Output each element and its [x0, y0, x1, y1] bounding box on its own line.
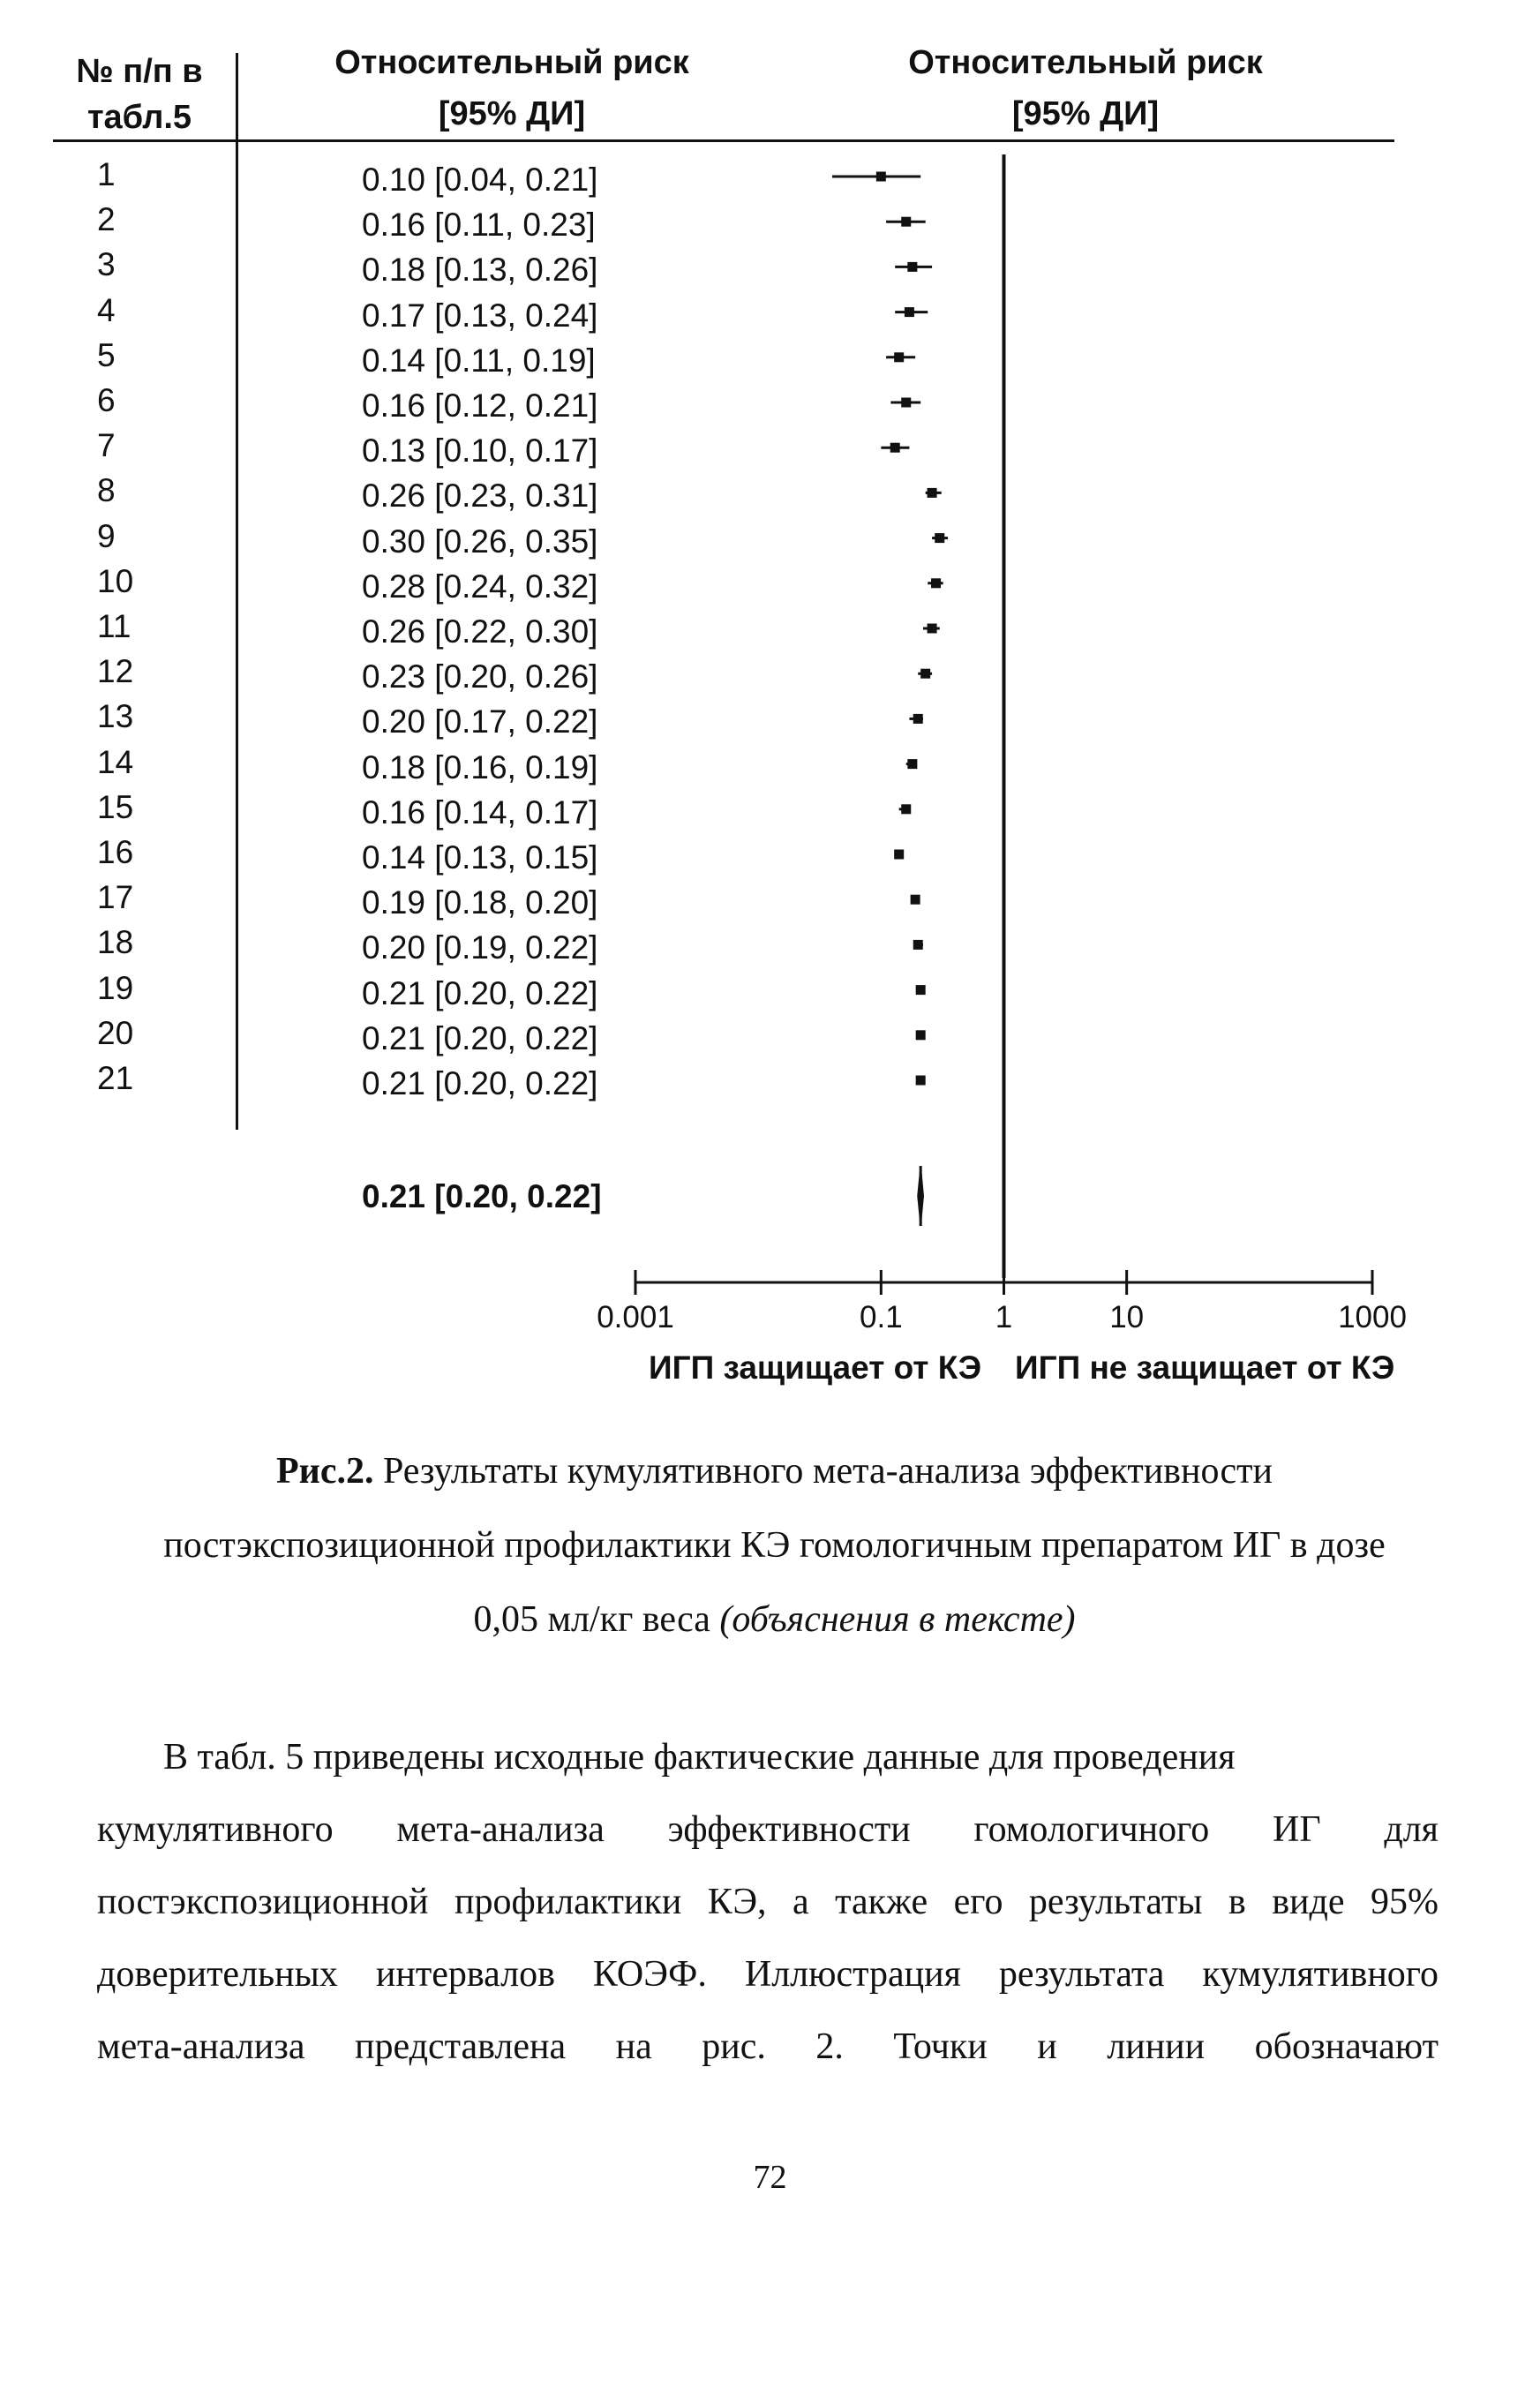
point-estimate	[890, 443, 900, 453]
row-estimate-text: 0.16 [0.11, 0.23]	[362, 207, 596, 244]
point-estimate	[907, 262, 917, 272]
row-estimate-text: 0.16 [0.14, 0.17]	[362, 793, 598, 831]
row-number: 13	[97, 698, 134, 735]
point-estimate	[876, 172, 886, 182]
point-estimate	[920, 669, 930, 679]
body-line: доверительных интервалов КОЭФ. Иллюстрация результата кумулятивного	[97, 1954, 1439, 1995]
row-estimate-text: 0.21 [0.20, 0.22]	[362, 1065, 598, 1101]
row-number: 2	[97, 201, 116, 238]
x-tick-label: 1000	[1338, 1300, 1407, 1334]
point-estimate	[935, 533, 944, 543]
point-estimate	[901, 398, 911, 408]
row-number: 17	[97, 879, 134, 916]
row-number: 19	[97, 969, 134, 1006]
row-number: 20	[97, 1014, 134, 1051]
point-estimate	[913, 940, 923, 950]
caption-line3: 0,05 мл/кг веса	[473, 1599, 720, 1640]
caption-note: (объяснения в тексте)	[719, 1599, 1076, 1640]
point-estimate	[911, 895, 920, 905]
row-estimate-text: 0.30 [0.26, 0.35]	[362, 522, 598, 560]
x-tick-label: 10	[1109, 1300, 1145, 1334]
row-estimate-text: 0.14 [0.13, 0.15]	[362, 839, 598, 876]
row-number: 11	[97, 608, 131, 644]
row-number: 4	[97, 291, 116, 328]
body-line: кумулятивного мета-анализа эффективности гомологичного ИГ для	[97, 1809, 1439, 1850]
header-text: Относительный риск	[334, 44, 689, 81]
row-number: 6	[97, 382, 116, 418]
row-number: 12	[97, 653, 134, 690]
body-line: постэкспозиционной профилактики КЭ, а также его результаты в виде 95%	[97, 1882, 1439, 1922]
point-estimate	[928, 488, 937, 498]
caption-line2: постэкспозиционной профилактики КЭ гомологичным препаратом ИГ в дозе	[163, 1525, 1386, 1566]
figure-caption	[79, 1434, 1469, 1657]
header-text: [95% ДИ]	[1011, 95, 1160, 132]
row-estimate-text: 0.28 [0.24, 0.32]	[362, 568, 598, 605]
row-number: 10	[97, 562, 134, 599]
caption-label: Рис.2.	[275, 1451, 374, 1492]
point-estimate	[916, 1076, 926, 1086]
row-estimate-text: 0.20 [0.17, 0.22]	[362, 703, 598, 740]
row-estimate-text: 0.20 [0.19, 0.22]	[362, 929, 598, 966]
axis-label-not-protects: ИГП не защищает от КЭ	[1015, 1349, 1395, 1386]
row-number: 16	[97, 834, 134, 870]
header-text: Относительный риск	[908, 44, 1263, 81]
row-estimate-text: 0.23 [0.20, 0.26]	[362, 658, 598, 695]
row-number: 14	[97, 743, 134, 780]
row-number: 5	[97, 336, 116, 373]
x-tick-label: 1	[995, 1300, 1013, 1334]
point-estimate	[894, 352, 904, 362]
row-estimate-text: 0.14 [0.11, 0.19]	[362, 342, 596, 379]
row-estimate-text: 0.17 [0.13, 0.24]	[362, 297, 598, 334]
point-estimate	[928, 624, 937, 634]
point-estimate	[901, 217, 911, 227]
row-estimate-text: 0.13 [0.10, 0.17]	[362, 432, 598, 470]
row-estimate-text: 0.21 [0.20, 0.22]	[362, 1019, 598, 1056]
body-line: мета-анализа представлена на рис. 2. Точки и линии обозначают	[97, 2026, 1439, 2067]
point-estimate	[894, 850, 904, 860]
header-text: № п/п в	[76, 53, 203, 90]
row-number: 3	[97, 246, 116, 283]
point-estimate	[916, 985, 926, 995]
x-tick-label: 0.1	[860, 1300, 903, 1334]
point-estimate	[905, 307, 914, 317]
row-number: 9	[97, 517, 116, 554]
header-text: [95% ДИ]	[438, 95, 586, 132]
row-estimate-text: 0.10 [0.04, 0.21]	[362, 162, 598, 198]
header-text: табл.5	[86, 99, 192, 136]
row-number: 8	[97, 472, 116, 509]
body-line: В табл. 5 приведены исходные фактические данные для проведения	[163, 1737, 1236, 1778]
row-estimate-text: 0.16 [0.12, 0.21]	[362, 387, 598, 424]
point-estimate	[913, 714, 923, 724]
row-estimate-text: 0.26 [0.23, 0.31]	[362, 477, 598, 515]
point-estimate	[901, 804, 911, 814]
point-estimate	[931, 578, 941, 588]
axis-label-protects: ИГП защищает от КЭ	[649, 1349, 982, 1386]
point-estimate	[907, 759, 917, 769]
row-estimate-text: 0.21 [0.20, 0.22]	[362, 974, 598, 1011]
row-estimate-text: 0.18 [0.13, 0.26]	[362, 252, 598, 289]
x-tick-label: 0.001	[597, 1300, 674, 1334]
row-estimate-text: 0.18 [0.16, 0.19]	[362, 748, 598, 786]
pooled-estimate-text: 0.21 [0.20, 0.22]	[362, 1178, 602, 1214]
row-number: 1	[97, 156, 116, 192]
row-number: 15	[97, 788, 134, 825]
row-number: 21	[97, 1060, 134, 1096]
row-estimate-text: 0.19 [0.18, 0.20]	[362, 884, 598, 921]
page-number: 72	[753, 2159, 787, 2196]
row-number: 7	[97, 427, 116, 464]
caption-line1: Результаты кумулятивного мета-анализа эффективности	[373, 1451, 1273, 1492]
row-estimate-text: 0.26 [0.22, 0.30]	[362, 613, 598, 650]
point-estimate	[916, 1030, 926, 1040]
row-number: 18	[97, 924, 134, 961]
